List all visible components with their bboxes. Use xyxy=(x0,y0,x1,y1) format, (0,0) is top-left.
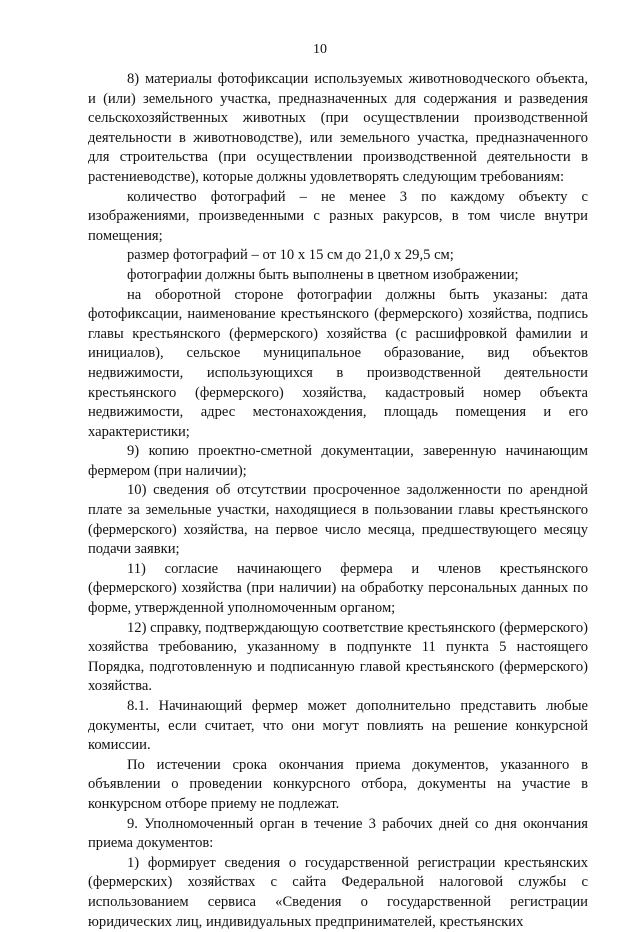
paragraph-item-8: 8) материалы фотофиксации используемых животноводческого объекта, и (или) земельного участка, предназначенных для содержания и разведения сельскохозяйственных животных (при осуществлении производственной деятельности в животноводстве), или земельного участка, предназначенного для строительства (при осуществлении производственной деятельности в растениеводстве), которые должны удовлетворять следующим требованиям: xyxy=(88,71,588,185)
page-number: 10 xyxy=(313,42,327,57)
paragraph-photo-count: количество фотографий – не менее 3 по каждому объекту с изображениями, произведенными с разных ракурсов, в том числе внутри помещения; xyxy=(88,188,588,244)
paragraph-photo-reverse: на оборотной стороне фотографии должны быть указаны: дата фотофиксации, наименование крестьянского (фермерского) хозяйства, подпись главы крестьянского (фермерского) хозяйства (с расшифровкой фамилии и инициалов), сельское муниципальное образование, вид объектов недвижимости, использующихся в производственной деятельности крестьянского (фермерского) хозяйства, кадастровый номер объекта недвижимости, адрес местонахождения, площадь помещения и его характеристики; xyxy=(88,286,588,440)
paragraph-item-11: 11) согласие начинающего фермера и членов крестьянского (фермерского) хозяйства (при наличии) на обработку персональных данных по форме, утвержденной уполномоченным органом; xyxy=(88,560,588,617)
paragraph-section-8-1: 8.1. Начинающий фермер может дополнительно представить любые документы, если считает, что они могут повлиять на решение конкурсной комиссии. xyxy=(88,698,588,754)
paragraph-photo-size: размер фотографий – от 10 х 15 см до 21,0 х 29,5 см; xyxy=(127,247,454,264)
paragraph-deadline: По истечении срока окончания приема документов, указанного в объявлении о проведении конкурсного отбора, документы на участие в конкурсном отборе приему не подлежат. xyxy=(88,756,588,812)
paragraph-item-9: 9) копию проектно-сметной документации, заверенную начинающим фермером (при наличии); xyxy=(88,443,588,479)
paragraph-section-9-item-1: 1) формирует сведения о государственной регистрации крестьянских (фермерских) хозяйствах с сайта Федеральной налоговой службы с использованием сервиса «Сведения о государственной регистрации юридических лиц, индивидуальных предпринимателей, крестьянских xyxy=(88,854,588,930)
paragraph-item-10: 10) сведения об отсутствии просроченное задолженности по арендной плате за земельные участки, находящиеся в пользовании главы крестьянского (фермерского) хозяйства, на первое число месяца, предшествующего месяцу подачи заявки; xyxy=(88,482,588,558)
paragraph-item-12: 12) справку, подтверждающую соответствие крестьянского (фермерского) хозяйства требованию, указанному в подпункте 11 пункта 5 настоящего Порядка, подготовленную и подписанную главой крестьянского (фермерского) хозяйства. xyxy=(88,619,588,695)
document-body xyxy=(88,70,588,932)
paragraph-section-9: 9. Уполномоченный орган в течение 3 рабочих дней со дня окончания приема документов: xyxy=(88,815,588,852)
paragraph-photo-color: фотографии должны быть выполнены в цветном изображении; xyxy=(127,266,519,283)
